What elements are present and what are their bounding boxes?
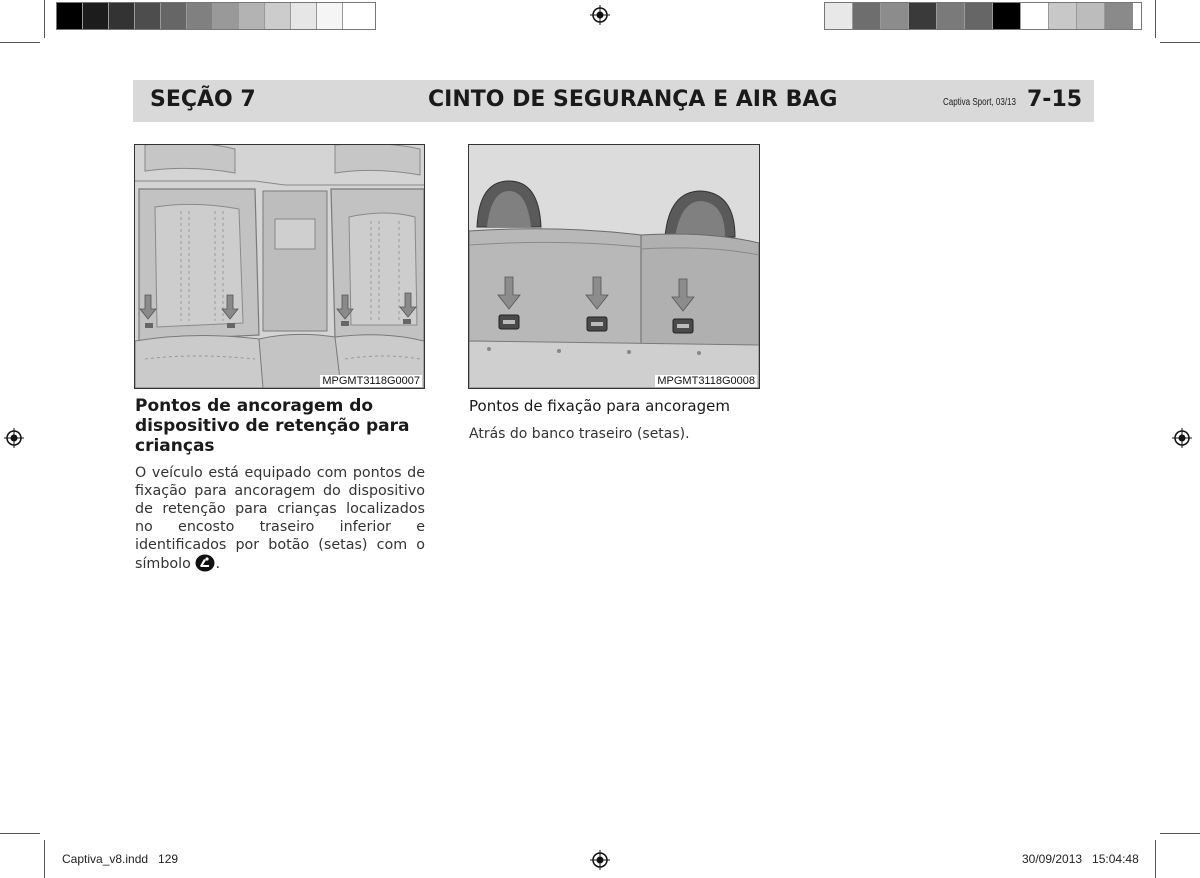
crop-mark: [0, 42, 40, 43]
registration-mark-icon: [590, 850, 610, 870]
crop-mark: [44, 0, 45, 38]
body-text: O veículo está equipado com pontos de fixação para ancoragem do dispositivo de retenção para crianças localizados no encosto traseiro inferior e identificados por botão (setas) com o símbolo: [135, 465, 425, 572]
model-label: Captiva Sport, 03/13: [943, 97, 1016, 108]
color-bar-left-swatch: [343, 3, 369, 29]
color-bar-right-swatch: [1021, 3, 1049, 29]
color-bar-left-swatch: [135, 3, 161, 29]
color-bar-left-swatch: [317, 3, 343, 29]
section-number: SEÇÃO 7: [150, 87, 256, 112]
color-calibration-bar-right: [824, 2, 1142, 30]
color-bar-left-swatch: [187, 3, 213, 29]
section-title: CINTO DE SEGURANÇA E AIR BAG: [428, 87, 838, 112]
color-bar-right-swatch: [937, 3, 965, 29]
body-anchor-fixing-points: Atrás do banco traseiro (setas).: [469, 426, 690, 442]
color-bar-left-swatch: [265, 3, 291, 29]
color-bar-right-swatch: [993, 3, 1021, 29]
crop-mark: [1155, 840, 1156, 878]
crop-mark: [1160, 833, 1200, 834]
figure-rear-seat: [134, 144, 425, 389]
color-bar-right-swatch: [853, 3, 881, 29]
body-child-anchor-points: [135, 464, 425, 573]
crop-mark: [1155, 0, 1156, 38]
heading-anchor-fixing-points: Pontos de fixação para ancoragem: [469, 397, 730, 415]
color-calibration-bar-left: [56, 2, 376, 30]
color-bar-left-swatch: [57, 3, 83, 29]
rear-seat-photo-with-arrows-icon: [135, 145, 424, 388]
heading-child-anchor-points: Pontos de ancoragem do dispositivo de retenção para crianças: [135, 396, 410, 456]
color-bar-left-swatch: [109, 3, 135, 29]
registration-mark-icon: [590, 5, 610, 25]
seatback-anchors-photo-with-arrows-icon: [469, 145, 759, 388]
footer-file: Captiva_v8.indd 129: [62, 852, 179, 866]
crop-mark: [44, 840, 45, 878]
color-bar-left-swatch: [213, 3, 239, 29]
color-bar-left-swatch: [161, 3, 187, 29]
color-bar-right-swatch: [1105, 3, 1133, 29]
section-header: [133, 80, 1094, 122]
page-number: 7-15: [1027, 87, 1083, 112]
color-bar-right-swatch: [909, 3, 937, 29]
crop-mark: [0, 833, 40, 834]
registration-mark-icon: [1172, 428, 1192, 448]
color-bar-right-swatch: [1077, 3, 1105, 29]
color-bar-left-swatch: [83, 3, 109, 29]
figure-seatback-anchors: [468, 144, 760, 389]
child-seat-anchor-icon: [195, 554, 215, 572]
color-bar-right-swatch: [1049, 3, 1077, 29]
crop-mark: [1160, 42, 1200, 43]
body-text-end: .: [215, 556, 220, 572]
color-bar-left-swatch: [291, 3, 317, 29]
color-bar-left-swatch: [239, 3, 265, 29]
registration-mark-icon: [4, 428, 24, 448]
color-bar-right-swatch: [881, 3, 909, 29]
figure-code: MPGMT3118G0007: [322, 375, 420, 387]
figure-code: MPGMT3118G0008: [657, 375, 755, 387]
color-bar-right-swatch: [965, 3, 993, 29]
footer-datetime: 30/09/2013 15:04:48: [1022, 852, 1139, 866]
color-bar-right-swatch: [825, 3, 853, 29]
